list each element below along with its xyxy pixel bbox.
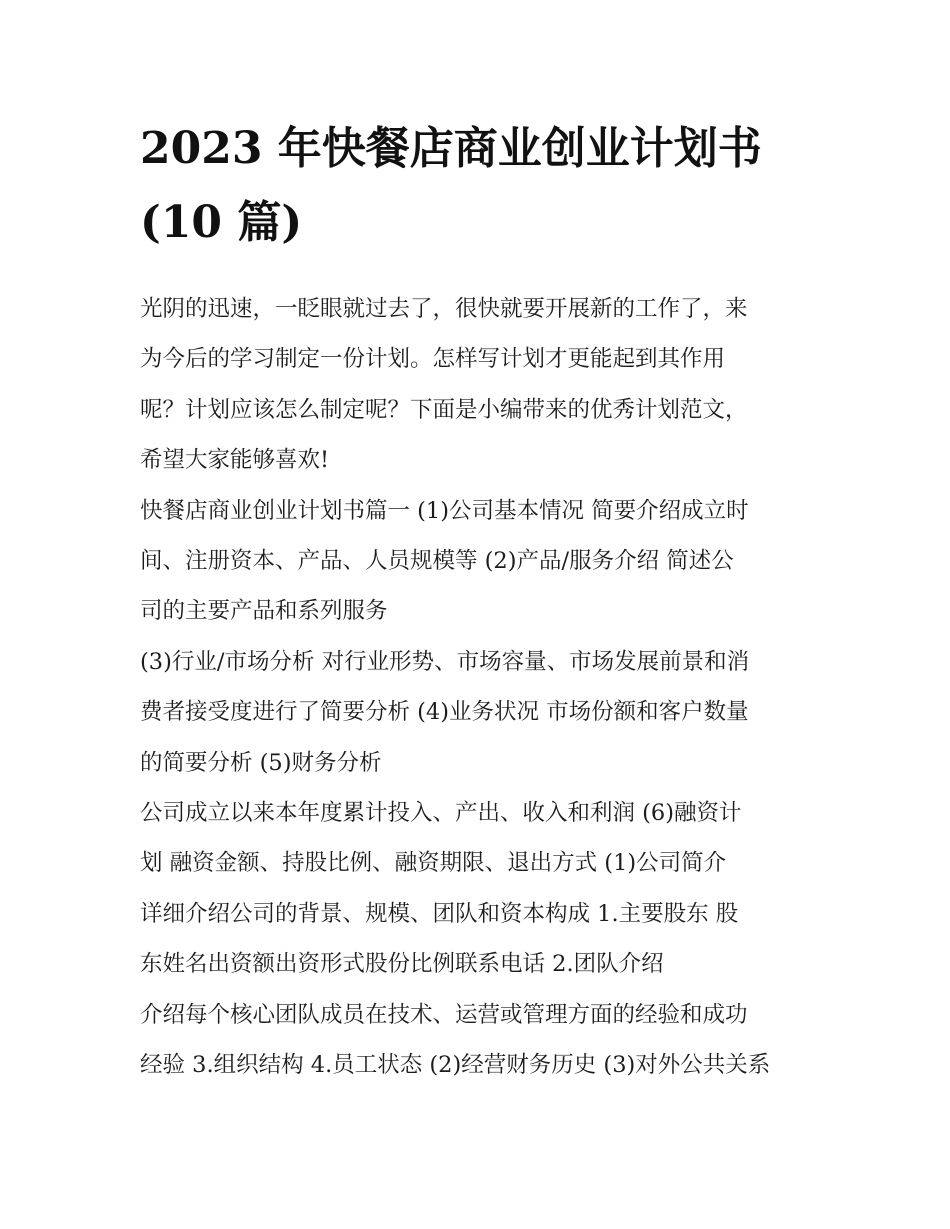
text-line: 为今后的学习制定一份计划。怎样写计划才更能起到其作用 [140,346,726,373]
text-line: 呢？计划应该怎么制定呢？下面是小编带来的优秀计划范文， [140,396,748,423]
text-line: 司的主要产品和系列服务 [140,598,388,625]
text-line: 的简要分析 (5)财务分析 [140,749,382,776]
paragraph-company-overview [140,486,820,637]
text-line: 费者接受度进行了简要分析 (4)业务状况 市场份额和客户数量 [140,699,749,726]
text-line: 光阴的迅速，一眨眼就过去了，很快就要开展新的工作了，来 [140,296,748,322]
document-content [140,112,820,1091]
document-body [140,284,820,1091]
paragraph-market-analysis [140,637,820,788]
text-line: 介绍每个核心团队成员在技术、运营或管理方面的经验和成功 [140,1001,748,1028]
text-line: 快餐店商业创业计划书篇一 (1)公司基本情况 简要介绍成立时 [140,497,749,524]
paragraph-financing-team [140,788,820,1090]
document-title [140,112,820,260]
paragraph-intro [140,284,820,486]
text-line: 希望大家能够喜欢! [140,447,330,474]
text-line: 东姓名出资额出资形式股份比例联系电话 2.团队介绍 [140,951,664,978]
text-line: 公司成立以来本年度累计投入、产出、收入和利润 (6)融资计 [140,800,742,827]
text-line: 划 融资金额、持股比例、融资期限、退出方式 (1)公司简介 [140,850,727,877]
text-line: 经验 3.组织结构 4.员工状态 (2)经营财务历史 (3)对外公共关系 [140,1052,771,1079]
text-line: (3)行业/市场分析 对行业形势、市场容量、市场发展前景和消 [140,648,750,675]
title-line: 2023 年快餐店商业创业计划书 [140,123,762,174]
text-line: 间、注册资本、产品、人员规模等 (2)产品/服务介绍 简述公 [140,548,734,575]
title-line: (10 篇) [140,197,303,248]
text-line: 详细介绍公司的背景、规模、团队和资本构成 1.主要股东 股 [140,900,739,927]
